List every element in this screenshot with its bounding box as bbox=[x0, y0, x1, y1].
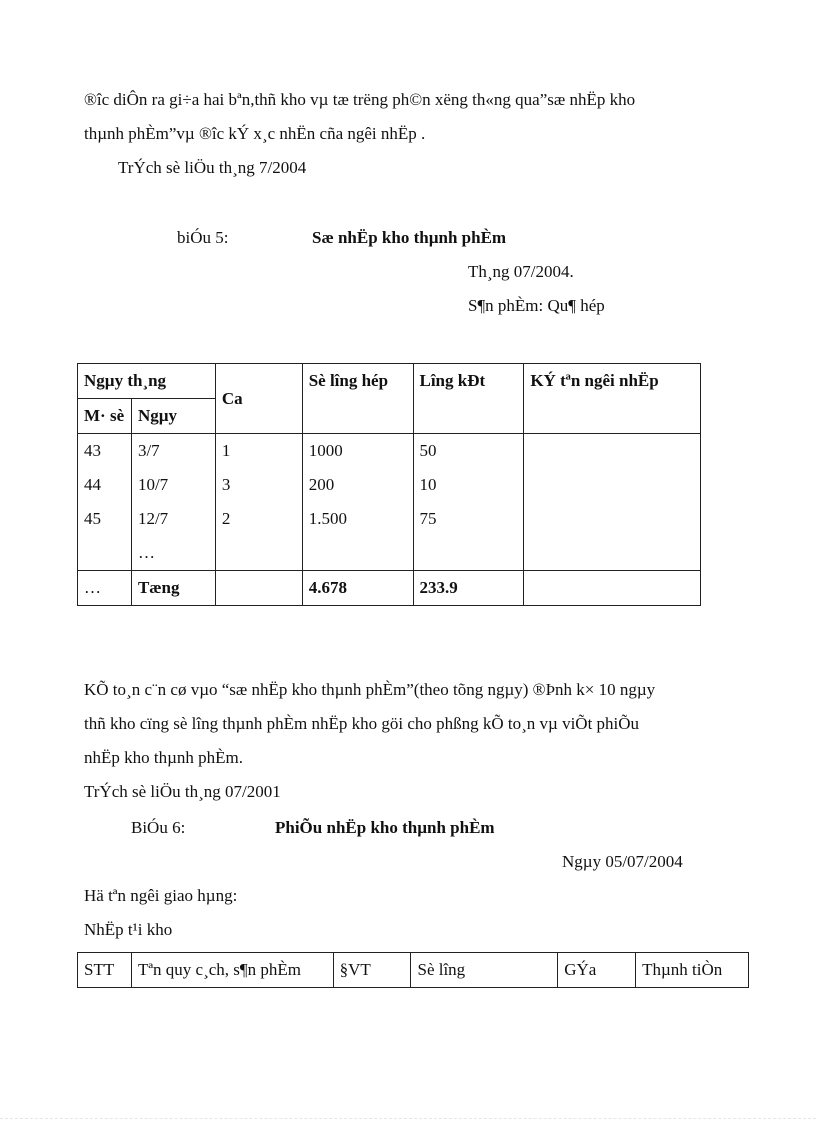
cell-weight bbox=[413, 536, 524, 571]
table-header-row bbox=[78, 953, 749, 988]
form6-date: Ngµy 05/07/2004 bbox=[562, 852, 683, 871]
excerpt-note-2: TrÝch sè liÖu th¸ng 07/2001 bbox=[84, 782, 281, 801]
cell-quantity: 1.500 bbox=[302, 502, 413, 536]
paragraph2-line-1: KÕ to¸n c¨n cø vµo “sæ nhËp kho thµnh phÈm”(theo tõng ngµy) ®Þnh k× 10 ngµy bbox=[84, 680, 656, 699]
cell-code: 44 bbox=[78, 468, 132, 502]
cell-shift: 3 bbox=[215, 468, 302, 502]
cell-day: 10/7 bbox=[131, 468, 215, 502]
header-weight: Lîng kÐt bbox=[413, 364, 524, 434]
form5-month: Th¸ng 07/2004. bbox=[468, 262, 574, 281]
header-stt: STT bbox=[78, 953, 132, 988]
cell-weight: 50 bbox=[413, 434, 524, 469]
cell-quantity: 200 bbox=[302, 468, 413, 502]
cell-code: 43 bbox=[78, 434, 132, 469]
cell-day: 12/7 bbox=[131, 502, 215, 536]
cell-shift bbox=[215, 536, 302, 571]
cell-shift: 2 bbox=[215, 502, 302, 536]
cell-quantity bbox=[302, 536, 413, 571]
header-date-group: Ngµy th¸ng bbox=[78, 364, 216, 399]
cell-weight: 10 bbox=[413, 468, 524, 502]
header-unit: §VT bbox=[333, 953, 411, 988]
table-row bbox=[78, 434, 701, 469]
header-price: GÝa bbox=[558, 953, 636, 988]
header-code: M· sè bbox=[78, 399, 132, 434]
table-row bbox=[78, 502, 701, 536]
header-amount: Thµnh tiÒn bbox=[636, 953, 749, 988]
receipt-voucher-table bbox=[77, 952, 749, 988]
header-signature: KÝ tªn ngêi nhËp bbox=[524, 364, 701, 434]
total-label: Tæng bbox=[131, 571, 215, 606]
table-row bbox=[78, 536, 701, 571]
cell-signature bbox=[524, 502, 701, 536]
cell-day: 3/7 bbox=[131, 434, 215, 469]
header-day: Ngµy bbox=[131, 399, 215, 434]
cell-quantity: 1000 bbox=[302, 434, 413, 469]
paragraph2-line-2: thñ kho cïng sè lîng thµnh phÈm nhËp kho göi cho phßng kÕ to¸n vµ viÕt phiÕu bbox=[84, 714, 640, 733]
page-bottom-rule bbox=[0, 1118, 816, 1119]
cell-weight: 75 bbox=[413, 502, 524, 536]
paragraph-line-1: ®îc diÔn ra gi÷a hai bªn,thñ kho vµ tæ trëng ph©n xëng th«ng qua”sæ nhËp kho bbox=[84, 90, 636, 109]
cell-shift: 1 bbox=[215, 434, 302, 469]
total-code: … bbox=[78, 571, 132, 606]
form6-label: BiÓu 6: bbox=[131, 818, 186, 837]
paragraph2-line-3: nhËp kho thµnh phÈm. bbox=[84, 748, 244, 767]
form5-title: Sæ nhËp kho thµnh phÈm bbox=[312, 228, 507, 247]
paragraph-line-2: thµnh phÈm”vµ ®îc kÝ x¸c nhËn cña ngêi nhËp . bbox=[84, 124, 426, 143]
total-shift bbox=[215, 571, 302, 606]
form5-product: S¶n phÈm: Qu¶ hép bbox=[468, 296, 605, 315]
header-shift: Ca bbox=[215, 364, 302, 434]
form6-deliverer: Hä tªn ngêi giao hµng: bbox=[84, 886, 238, 905]
form5-label: biÓu 5: bbox=[177, 228, 229, 247]
cell-signature bbox=[524, 536, 701, 571]
warehouse-receipt-ledger-table bbox=[77, 363, 701, 606]
table-header-row bbox=[78, 364, 701, 399]
cell-day: … bbox=[131, 536, 215, 571]
cell-signature bbox=[524, 434, 701, 469]
header-product-spec: Tªn quy c¸ch, s¶n phÈm bbox=[131, 953, 333, 988]
excerpt-note-1: TrÝch sè liÖu th¸ng 7/2004 bbox=[118, 158, 307, 177]
total-weight: 233.9 bbox=[413, 571, 524, 606]
form6-warehouse: NhËp t¹i kho bbox=[84, 920, 173, 939]
header-quantity: Sè lîng bbox=[411, 953, 558, 988]
cell-code bbox=[78, 536, 132, 571]
header-quantity: Sè lîng hép bbox=[302, 364, 413, 434]
cell-signature bbox=[524, 468, 701, 502]
form6-title: PhiÕu nhËp kho thµnh phÈm bbox=[275, 818, 495, 837]
total-quantity: 4.678 bbox=[302, 571, 413, 606]
cell-code: 45 bbox=[78, 502, 132, 536]
total-signature bbox=[524, 571, 701, 606]
table-row bbox=[78, 468, 701, 502]
table-total-row bbox=[78, 571, 701, 606]
